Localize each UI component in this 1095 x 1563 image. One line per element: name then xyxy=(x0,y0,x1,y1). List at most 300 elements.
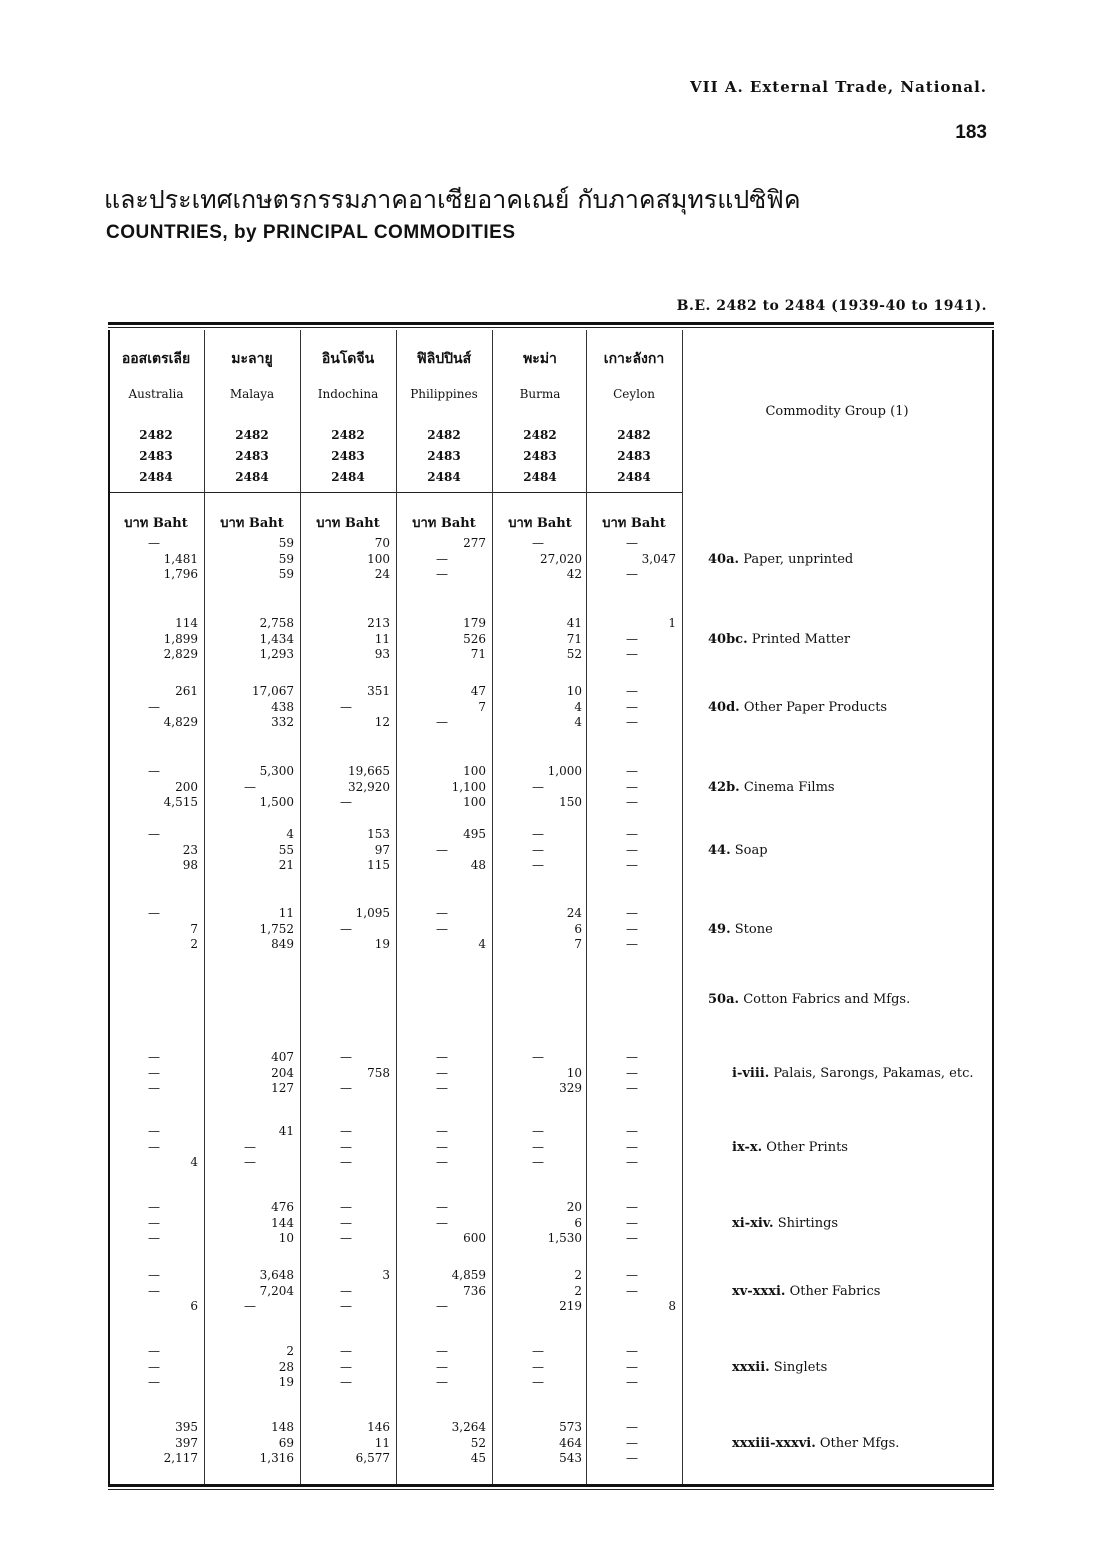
table-cell: 3 xyxy=(382,1268,390,1282)
table-cell: 28 xyxy=(278,1359,294,1374)
table-cell: 351 xyxy=(367,684,390,698)
table-cell: 526 xyxy=(463,631,486,646)
table-cell: 543 xyxy=(559,1451,582,1465)
table-cell: 849 xyxy=(271,937,294,951)
table-cell: 1,095 xyxy=(355,906,390,920)
table-cell: 397 xyxy=(175,1435,198,1450)
table-cell: — xyxy=(244,1155,256,1169)
table-cell: — xyxy=(340,1155,352,1169)
table-cell: — xyxy=(532,827,544,841)
table-cell: — xyxy=(626,795,638,809)
table-cell: — xyxy=(340,1200,352,1214)
column-year: 2483 xyxy=(331,449,365,463)
table-cell: 114 xyxy=(175,616,198,630)
commodity-code: xxxii. xyxy=(732,1360,770,1375)
table-cell: 20 xyxy=(566,1200,582,1214)
table-cell: — xyxy=(626,842,638,857)
column-year: 2484 xyxy=(139,470,173,484)
table-cell: 70 xyxy=(374,536,390,550)
table-cell: — xyxy=(626,1200,638,1214)
table-cell: 1,316 xyxy=(259,1451,294,1465)
table-cell: 3,648 xyxy=(259,1268,294,1282)
table-cell: — xyxy=(626,1451,638,1465)
commodity-group-label xyxy=(732,1140,848,1155)
table-cell: 71 xyxy=(566,631,582,646)
table-cell: 24 xyxy=(374,567,390,581)
table-cell: 24 xyxy=(566,906,582,920)
commodity-name: Cotton Fabrics and Mfgs. xyxy=(743,992,911,1007)
table-cell: — xyxy=(244,1139,256,1154)
table-cell: 100 xyxy=(463,764,486,778)
table-cell: — xyxy=(626,827,638,841)
table-cell: — xyxy=(626,858,638,872)
table-cell: — xyxy=(626,906,638,920)
table-cell: — xyxy=(626,1375,638,1389)
table-cell: — xyxy=(148,827,160,841)
table-cell: 261 xyxy=(175,684,198,698)
table-cell: 42 xyxy=(566,567,582,581)
table-cell: 7,204 xyxy=(259,1283,294,1298)
column-rule xyxy=(682,330,683,1484)
table-cell: 4,829 xyxy=(163,715,198,729)
table-cell: — xyxy=(340,795,352,809)
table-cell: — xyxy=(340,1124,352,1138)
table-cell: 148 xyxy=(271,1420,294,1434)
table-cell: 4 xyxy=(190,1155,198,1169)
table-cell: — xyxy=(626,647,638,661)
table-cell: — xyxy=(626,779,638,794)
table-cell: 213 xyxy=(367,616,390,630)
commodity-code: 42b. xyxy=(708,780,740,795)
table-cell: — xyxy=(626,699,638,714)
commodity-code: i-viii. xyxy=(732,1066,770,1081)
table-cell: — xyxy=(626,1215,638,1230)
table-cell: 17,067 xyxy=(252,684,294,698)
table-cell: — xyxy=(532,858,544,872)
table-cell: — xyxy=(436,567,448,581)
table-cell: 10 xyxy=(278,1231,294,1245)
table-cell: — xyxy=(340,1359,352,1374)
table-cell: — xyxy=(436,1344,448,1358)
table-cell: 4,515 xyxy=(163,795,198,809)
table-cell: — xyxy=(148,1124,160,1138)
table-cell: 2 xyxy=(574,1268,582,1282)
table-cell: 11 xyxy=(374,631,390,646)
table-cell: 4 xyxy=(478,937,486,951)
table-cell: 93 xyxy=(374,647,390,661)
table-cell: — xyxy=(148,1375,160,1389)
table-cell: — xyxy=(436,551,448,566)
commodity-group-label xyxy=(732,1360,827,1375)
commodity-group-label xyxy=(732,1436,899,1451)
table-cell: 573 xyxy=(559,1420,582,1434)
table-cell: 59 xyxy=(278,551,294,566)
table-cell: 2 xyxy=(286,1344,294,1358)
table-cell: — xyxy=(340,1299,352,1313)
column-rule xyxy=(492,330,493,1484)
table-cell: 127 xyxy=(271,1081,294,1095)
commodity-name: Shirtings xyxy=(777,1216,839,1231)
table-cell: 21 xyxy=(278,858,294,872)
commodity-group-label xyxy=(708,552,853,567)
table-cell: — xyxy=(340,1231,352,1245)
table-cell: 277 xyxy=(463,536,486,550)
table-cell: 3,047 xyxy=(641,551,676,566)
table-cell: — xyxy=(436,842,448,857)
commodity-group-label xyxy=(732,1066,974,1081)
column-header-english: Australia xyxy=(128,387,184,401)
commodity-group-label xyxy=(732,1216,838,1231)
table-cell: — xyxy=(340,699,352,714)
table-cell: 464 xyxy=(559,1435,582,1450)
table-cell: 1,899 xyxy=(163,631,198,646)
commodity-group-label xyxy=(708,780,835,795)
table-cell: — xyxy=(532,1050,544,1064)
column-header-english: Philippines xyxy=(410,387,478,401)
table-cell: 3,264 xyxy=(451,1420,486,1434)
commodity-group-label xyxy=(708,992,910,1007)
table-cell: — xyxy=(436,1200,448,1214)
column-header-thai: มะลายู xyxy=(231,351,273,367)
table-bottom-rule xyxy=(108,1484,994,1487)
table-cell: — xyxy=(626,1065,638,1080)
table-cell: — xyxy=(626,1231,638,1245)
table-cell: — xyxy=(340,1344,352,1358)
column-year: 2482 xyxy=(331,428,365,442)
table-cell: — xyxy=(532,1375,544,1389)
table-cell: — xyxy=(148,1268,160,1282)
table-cell: — xyxy=(626,1139,638,1154)
column-header-english: Indochina xyxy=(317,387,379,401)
commodity-group-header: Commodity Group (1) xyxy=(765,404,909,419)
column-header-thai: พะม่า xyxy=(523,351,557,367)
commodity-code: 40bc. xyxy=(708,632,748,647)
table-cell: 153 xyxy=(367,827,390,841)
header-rule xyxy=(108,492,682,493)
column-year: 2484 xyxy=(617,470,651,484)
table-cell: — xyxy=(626,1359,638,1374)
table-cell: 8 xyxy=(668,1299,676,1313)
column-year: 2483 xyxy=(139,449,173,463)
table-cell: 1,796 xyxy=(163,567,198,581)
column-rule xyxy=(396,330,397,1484)
table-cell: — xyxy=(626,921,638,936)
table-cell: — xyxy=(148,1215,160,1230)
commodity-group-label xyxy=(708,632,850,647)
column-header-thai: ฟิลิปปินส์ xyxy=(416,351,472,367)
table-cell: — xyxy=(148,1139,160,1154)
table-cell: — xyxy=(148,1081,160,1095)
table-cell: — xyxy=(626,567,638,581)
commodity-code: 40a. xyxy=(708,552,740,567)
commodity-group-label xyxy=(708,922,773,937)
table-cell: — xyxy=(626,1050,638,1064)
table-cell: 146 xyxy=(367,1420,390,1434)
table-cell: 1,100 xyxy=(451,779,486,794)
table-cell: — xyxy=(148,1231,160,1245)
table-cell: — xyxy=(626,1435,638,1450)
table-cell: 1 xyxy=(668,616,676,630)
column-unit: บาท Baht xyxy=(602,516,666,531)
commodity-code: ix-x. xyxy=(732,1140,763,1155)
table-cell: 71 xyxy=(470,647,486,661)
column-header-thai: ออสเตรเลีย xyxy=(121,351,191,367)
table-cell: 329 xyxy=(559,1081,582,1095)
column-header-english: Burma xyxy=(519,387,561,401)
table-cell: 2 xyxy=(574,1283,582,1298)
table-cell: 23 xyxy=(182,842,198,857)
table-cell: 332 xyxy=(271,715,294,729)
table-cell: 41 xyxy=(278,1124,294,1138)
table-cell: — xyxy=(436,921,448,936)
column-unit: บาท Baht xyxy=(508,516,572,531)
table-cell: — xyxy=(626,715,638,729)
table-cell: — xyxy=(532,536,544,550)
table-cell: 27,020 xyxy=(540,551,582,566)
table-cell: 144 xyxy=(271,1215,294,1230)
table-cell: 1,530 xyxy=(547,1231,582,1245)
table-cell: — xyxy=(626,1124,638,1138)
table-top-rule xyxy=(108,322,994,325)
commodity-name: Soap xyxy=(734,843,768,858)
table-cell: 600 xyxy=(463,1231,486,1245)
table-cell: — xyxy=(340,921,352,936)
table-cell: — xyxy=(340,1283,352,1298)
table-cell: — xyxy=(436,1375,448,1389)
table-cell: 19 xyxy=(278,1375,294,1389)
table-cell: 1,500 xyxy=(259,795,294,809)
table-cell: 200 xyxy=(175,779,198,794)
table-cell: 5,300 xyxy=(259,764,294,778)
column-year: 2484 xyxy=(427,470,461,484)
table-cell: — xyxy=(626,1420,638,1434)
table-cell: 59 xyxy=(278,567,294,581)
table-cell: 52 xyxy=(470,1435,486,1450)
column-unit: บาท Baht xyxy=(124,516,188,531)
table-cell: 59 xyxy=(278,536,294,550)
table-cell: — xyxy=(532,1139,544,1154)
table-cell: — xyxy=(626,631,638,646)
table-cell: — xyxy=(436,1050,448,1064)
table-cell: 407 xyxy=(271,1050,294,1064)
table-cell: — xyxy=(244,779,256,794)
table-cell: — xyxy=(340,1215,352,1230)
table-right-rule xyxy=(992,330,994,1484)
column-rule xyxy=(300,330,301,1484)
table-cell: 10 xyxy=(566,1065,582,1080)
table-cell: — xyxy=(436,1124,448,1138)
table-cell: — xyxy=(626,1283,638,1298)
column-header-english: Ceylon xyxy=(613,387,655,401)
table-cell: — xyxy=(436,715,448,729)
table-cell: — xyxy=(148,1344,160,1358)
table-cell: 219 xyxy=(559,1299,582,1313)
table-cell: — xyxy=(436,1155,448,1169)
table-cell: 6 xyxy=(574,1215,582,1230)
commodity-name: Palais, Sarongs, Pakamas, etc. xyxy=(773,1066,974,1081)
commodity-name: Printed Matter xyxy=(751,632,851,647)
table-cell: 7 xyxy=(574,937,582,951)
commodity-code: 44. xyxy=(708,843,731,858)
table-cell: — xyxy=(626,1155,638,1169)
commodity-name: Other Prints xyxy=(766,1140,848,1155)
column-unit: บาท Baht xyxy=(220,516,284,531)
table-cell: 179 xyxy=(463,616,486,630)
table-cell: 1,752 xyxy=(259,921,294,936)
table-cell: 4 xyxy=(574,715,582,729)
column-rule xyxy=(586,330,587,1484)
column-year: 2482 xyxy=(235,428,269,442)
table-cell: — xyxy=(626,937,638,951)
table-cell: 52 xyxy=(566,647,582,661)
table-cell: — xyxy=(626,1081,638,1095)
column-year: 2483 xyxy=(427,449,461,463)
table-cell: — xyxy=(626,1344,638,1358)
commodity-code: 40d. xyxy=(708,700,740,715)
table-cell: — xyxy=(148,1359,160,1374)
table-cell: — xyxy=(626,764,638,778)
commodity-group-label xyxy=(708,843,768,858)
period-label: B.E. 2482 to 2484 (1939-40 to 1941). xyxy=(676,298,987,314)
table-cell: 7 xyxy=(478,699,486,714)
column-year: 2482 xyxy=(617,428,651,442)
table-cell: 19 xyxy=(374,937,390,951)
column-year: 2483 xyxy=(523,449,557,463)
table-cell: 736 xyxy=(463,1283,486,1298)
table-cell: — xyxy=(626,684,638,698)
table-cell: — xyxy=(436,1299,448,1313)
table-cell: — xyxy=(340,1139,352,1154)
table-cell: — xyxy=(436,1215,448,1230)
table-cell: — xyxy=(148,1065,160,1080)
column-year: 2483 xyxy=(235,449,269,463)
table-cell: 2,758 xyxy=(259,616,294,630)
table-cell: 395 xyxy=(175,1420,198,1434)
table-cell: — xyxy=(436,1359,448,1374)
column-year: 2482 xyxy=(427,428,461,442)
column-rule xyxy=(204,330,205,1484)
table-cell: 19,665 xyxy=(348,764,390,778)
table-cell: — xyxy=(148,1200,160,1214)
table-cell: 11 xyxy=(374,1435,390,1450)
commodity-name: Cinema Films xyxy=(743,780,835,795)
table-cell: — xyxy=(436,1065,448,1080)
table-cell: 758 xyxy=(367,1065,390,1080)
commodity-group-label xyxy=(708,700,887,715)
column-header-english: Malaya xyxy=(229,387,275,401)
table-cell: — xyxy=(148,1283,160,1298)
commodity-name: Other Fabrics xyxy=(789,1284,881,1299)
table-cell: — xyxy=(532,842,544,857)
column-year: 2484 xyxy=(331,470,365,484)
table-cell: 476 xyxy=(271,1200,294,1214)
page-number: 183 xyxy=(955,122,987,143)
table-cell: — xyxy=(436,1081,448,1095)
table-top-rule-inner xyxy=(108,327,994,328)
table-cell: — xyxy=(532,1359,544,1374)
section-header: VII A. External Trade, National. xyxy=(689,78,987,96)
table-cell: — xyxy=(436,906,448,920)
table-cell: 100 xyxy=(463,795,486,809)
table-cell: — xyxy=(626,536,638,550)
table-cell: 6,577 xyxy=(355,1451,390,1465)
table-cell: 69 xyxy=(278,1435,294,1450)
table-cell: 45 xyxy=(470,1451,486,1465)
commodity-group-label xyxy=(732,1284,880,1299)
table-cell: — xyxy=(340,1050,352,1064)
column-year: 2484 xyxy=(235,470,269,484)
table-cell: 115 xyxy=(367,858,390,872)
table-cell: 2,117 xyxy=(163,1451,198,1465)
table-cell: 1,293 xyxy=(259,647,294,661)
table-cell: 1,434 xyxy=(259,631,294,646)
table-cell: — xyxy=(148,906,160,920)
commodity-code: 49. xyxy=(708,922,731,937)
table-cell: 204 xyxy=(271,1065,294,1080)
commodity-name: Other Paper Products xyxy=(743,700,888,715)
table-cell: — xyxy=(532,1124,544,1138)
table-cell: 11 xyxy=(278,906,294,920)
column-unit: บาท Baht xyxy=(316,516,380,531)
commodity-code: xi-xiv. xyxy=(732,1216,774,1231)
commodity-name: Singlets xyxy=(773,1360,828,1375)
table-cell: — xyxy=(340,1375,352,1389)
commodity-name: Paper, unprinted xyxy=(743,552,854,567)
column-year: 2483 xyxy=(617,449,651,463)
table-cell: 6 xyxy=(574,921,582,936)
table-cell: 495 xyxy=(463,827,486,841)
table-cell: 438 xyxy=(271,699,294,714)
table-cell: — xyxy=(532,1344,544,1358)
table-cell: 41 xyxy=(566,616,582,630)
table-cell: 6 xyxy=(190,1299,198,1313)
table-cell: 12 xyxy=(374,715,390,729)
column-year: 2484 xyxy=(523,470,557,484)
table-cell: — xyxy=(626,1268,638,1282)
table-cell: 47 xyxy=(470,684,486,698)
table-cell: 4 xyxy=(574,699,582,714)
column-year: 2482 xyxy=(139,428,173,442)
table-cell: — xyxy=(148,1050,160,1064)
column-header-thai: อินโดจีน xyxy=(321,351,375,367)
commodity-table xyxy=(108,322,994,1492)
column-header-thai: เกาะลังกา xyxy=(603,351,665,367)
commodity-code: 50a. xyxy=(708,992,740,1007)
table-cell: 10 xyxy=(566,684,582,698)
column-unit: บาท Baht xyxy=(412,516,476,531)
column-year: 2482 xyxy=(523,428,557,442)
table-cell: 55 xyxy=(278,842,294,857)
commodity-name: Stone xyxy=(734,922,773,937)
page-title-thai: และประเทศเกษตรกรรมภาคอาเซียอาคเณย์ กับภาคสมุทรแปซิฟิค xyxy=(104,185,801,214)
table-cell: 48 xyxy=(470,858,486,872)
table-cell: — xyxy=(532,779,544,794)
page-title-english: COUNTRIES, by PRINCIPAL COMMODITIES xyxy=(106,222,516,243)
table-cell: — xyxy=(148,764,160,778)
table-cell: 32,920 xyxy=(348,779,390,794)
table-cell: — xyxy=(340,1081,352,1095)
commodity-code: xxxiii-xxxvi. xyxy=(732,1436,816,1451)
table-cell: 1,481 xyxy=(163,551,198,566)
table-cell: — xyxy=(244,1299,256,1313)
table-cell: — xyxy=(436,1139,448,1154)
table-cell: 4 xyxy=(286,827,294,841)
commodity-code: xv-xxxi. xyxy=(732,1284,786,1299)
table-cell: — xyxy=(532,1155,544,1169)
table-cell: 7 xyxy=(190,921,198,936)
table-cell: 2 xyxy=(190,937,198,951)
table-cell: 2,829 xyxy=(163,647,198,661)
